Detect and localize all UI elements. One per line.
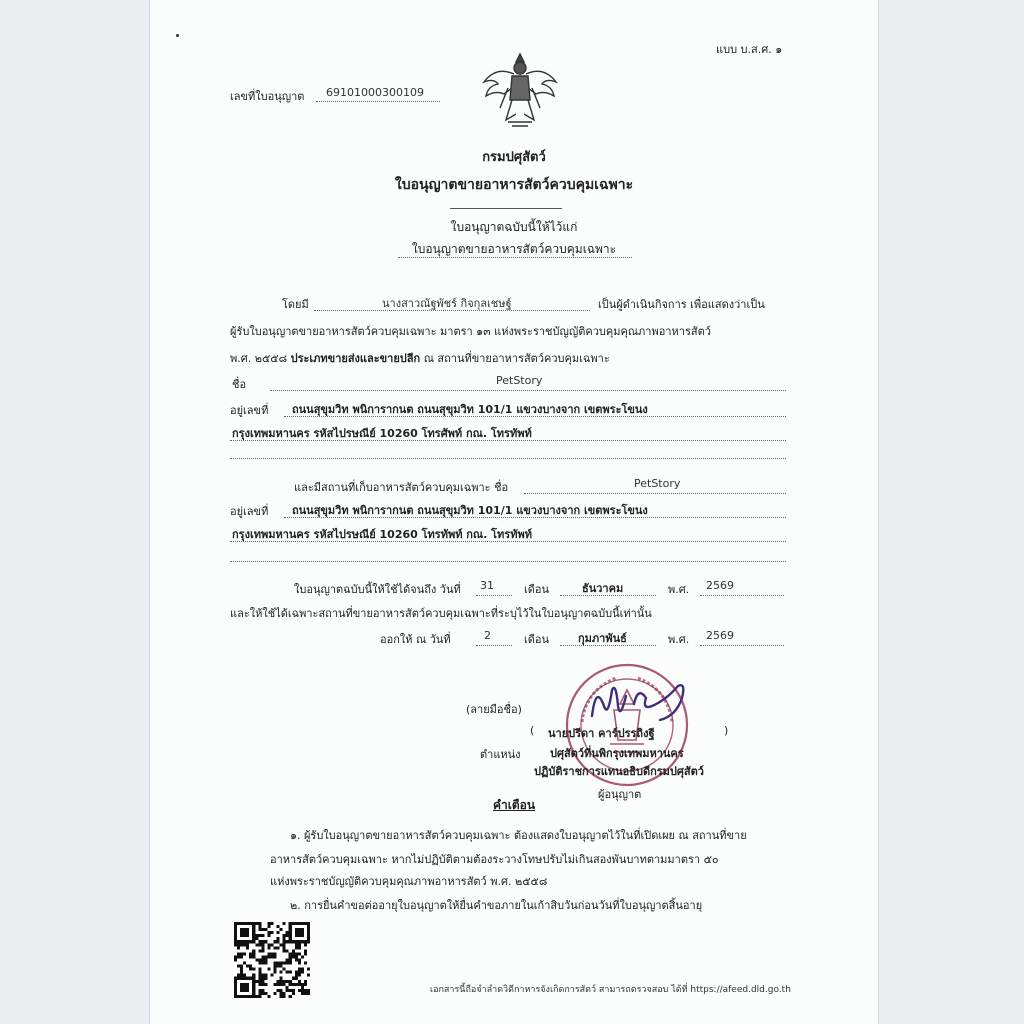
agency-name: กรมปศุสัตว์ bbox=[482, 150, 546, 165]
warning-1-line-3: แห่งพระราชบัญญัติควบคุมคุณภาพอาหารสัตว์ พ.ศ. ๒๕๕๘ bbox=[270, 875, 548, 888]
warning-1-line-1: ๑. ผู้รับใบอนุญาตขายอาหารสัตว์ควบคุมเฉพาะ ต้องแสดงใบอนุญาตไว้ในที่เปิดเผย ณ สถานที่ขาย bbox=[290, 829, 747, 842]
warning-2: ๒. การยื่นคำขอต่ออายุใบอนุญาตให้ยื่นคำขอภายในเก้าสิบวันก่อนวันที่ใบอนุญาตสิ้นอายุ bbox=[290, 899, 703, 912]
storage-address-line-1: ถนนสุขุมวิท พนิการากนต ถนนสุขุมวิท 101/1 แขวงบางจาก เขตพระโขนง bbox=[292, 504, 648, 517]
storage-address-label: อยู่เลขที่ bbox=[230, 505, 269, 518]
valid-month-label: เดือน bbox=[524, 583, 550, 596]
issued-for-type: ใบอนุญาตขายอาหารสัตว์ควบคุมเฉพาะ bbox=[411, 242, 617, 256]
issued-year-label: พ.ศ. bbox=[668, 633, 690, 646]
signature bbox=[582, 676, 702, 728]
valid-until-label: ใบอนุญาตฉบับนี้ให้ใช้ได้จนถึง วันที่ bbox=[294, 583, 461, 596]
license-document: แบบ บ.ส.ศ. ๑ เลขที่ใบอนุญาต 69101000300109 กรมปศุสัตว์ ใบอนุญาตขายอาหารสัตว์ควบคุมเฉพาะ ใบอนุญาตฉบับนี้ให้ไว้แก่ ใบอนุญาตขายอาหารสัตว์ควบคุมเฉพาะ โดยมี นางสาวณัฐพัชร์ กิจกุลเชษฐ์ เป็นผู้ดำเนินกิจการ เพื่อแสดงว่าเป็น ผู้รับใบอนุญาตขายอาหารสัตว์ควบคุมเฉพาะ มาตรา ๑๓ แห่งพระราชบัญญัติควบคุมคุณภาพอาหารสัตว์ พ.ศ. ๒๕๕๘ ประเภทขายส่งและขายปลีก ณ สถานที่ขายอาหารสัตว์ควบคุมเฉพาะ ชื่อ PetStory อยู่เลขที่ ถนนสุขุมวิท พนิการากนต ถนนสุขุมวิท 101/1 แขวงบางจาก เขตพระโขนง กรุงเทพมหานคร รหัสไปรษณีย์ 10260 โทรศัพท์ กณ. โทรทัพท์ และมีสถานที่เก็บอาหารสัตว์ควบคุมเฉพาะ ชื่อ PetStory อยู่เลขที่ ถนนสุขุมวิท พนิการากนต ถนนสุขุมวิท 101/1 แขวงบางจาก เขตพระโขนง กรุงเทพมหานคร รหัสไปรษณีย์ 10260 โทรทัพท์ กณ. โทรทัพท์ ใบอนุญาตฉบับนี้ให้ใช้ได้จนถึง วันที่ 31 เดือน ธันวาคม พ.ศ. 2569 และให้ใช้ได้เฉพาะสถานที่ขายอาหารสัตว์ควบคุมเฉพาะที่ระบุไว้ในใบอนุญาตฉบับนี้เท่านั้น ออกให้ ณ วันที่ 2 เดือน กุมภาพันธ์ พ.ศ. 2569 (ลายมือชื่อ) ( ) นายปรีดา คาร์ปรรถิงฐี ตำแหน่ง ปศุสัตว์ที่นพิกรุงเทพมหานคร ปฏิบัติราชการแทนอธิบดีกรมปศุสัตว์ ผู้อนุญาต คำเตือน ๑. ผู้รับใบอนุญาตขายอาหารสัตว์ควบคุมเฉพาะ ต้องแสดงใบอนุญาตไว้ในที่เปิดเผย ณ สถานที่ขาย อาหารสัตว์ควบคุมเฉพาะ หากไม่ปฏิบัติตามต้องระวางโทษปรับไม่เกินสองพันบาทตามมาตรา ๕๐ แห่งพระราชบัญญัติควบคุมคุณภาพอาหารสัตว์ พ.ศ. ๒๕๕๘ ๒. การยื่นคำขอต่ออายุใบอนุญาตให้ยื่นคำขอภายในเก้าสิบวันก่อนวันที่ใบอนุญาตสิ้นอายุ เอกสารนี้ถือจำลำดวิดีกาหารจังเกิดการสัตว์ สามารถตรวจสอบ ได้ที่ https://afeed.dld.go.th bbox=[150, 0, 878, 1024]
shop-name-label: ชื่อ bbox=[232, 378, 247, 391]
document-title: ใบอนุญาตขายอาหารสัตว์ควบคุมเฉพาะ bbox=[394, 177, 634, 193]
paragraph-line-2: ผู้รับใบอนุญาตขายอาหารสัตว์ควบคุมเฉพาะ มาตรา ๑๓ แห่งพระราชบัญญัติควบคุมคุณภาพอาหารสัตว์ bbox=[230, 325, 711, 338]
signer-name: นายปรีดา คาร์ปรรถิงฐี bbox=[548, 727, 655, 740]
issued-month-label: เดือน bbox=[524, 633, 550, 646]
warning-1-line-2: อาหารสัตว์ควบคุมเฉพาะ หากไม่ปฏิบัติตามต้องระวางโทษปรับไม่เกินสองพันบาทตามมาตรา ๕๐ bbox=[270, 853, 719, 866]
issued-day: 2 bbox=[484, 629, 491, 642]
storage-address-line-2: กรุงเทพมหานคร รหัสไปรษณีย์ 10260 โทรทัพท์ กณ. โทรทัพท์ bbox=[232, 528, 532, 541]
issued-month: กุมภาพันธ์ bbox=[578, 632, 627, 645]
warning-title: คำเตือน bbox=[492, 798, 536, 812]
shop-address-label: อยู่เลขที่ bbox=[230, 404, 269, 417]
garuda-emblem bbox=[478, 48, 562, 132]
shop-address-line-2: กรุงเทพมหานคร รหัสไปรษณีย์ 10260 โทรศัพท์ กณ. โทรทัพท์ bbox=[232, 427, 532, 440]
valid-day: 31 bbox=[480, 579, 494, 592]
storage-name: PetStory bbox=[634, 477, 681, 490]
issued-date-label: ออกให้ ณ วันที่ bbox=[380, 633, 451, 646]
signature-label: (ลายมือชื่อ) bbox=[466, 703, 522, 716]
footer-verification: เอกสารนี้ถือจำลำดวิดีกาหารจังเกิดการสัตว์ สามารถตรวจสอบ ได้ที่ https://afeed.dld.go.th bbox=[430, 985, 791, 995]
position-label: ตำแหน่ง bbox=[480, 748, 521, 761]
license-number-label: เลขที่ใบอนุญาต bbox=[230, 90, 305, 103]
title-divider bbox=[450, 208, 562, 209]
by-label: โดยมี bbox=[282, 298, 309, 311]
issued-for-label: ใบอนุญาตฉบับนี้ให้ไว้แก่ bbox=[450, 220, 578, 234]
license-category: ประเภทขายส่งและขายปลีก bbox=[290, 352, 421, 365]
form-code: แบบ บ.ส.ศ. ๑ bbox=[716, 43, 783, 56]
qr-code bbox=[234, 922, 310, 998]
signer-position-1: ปศุสัตว์ที่นพิกรุงเทพมหานคร bbox=[550, 747, 684, 760]
license-number: 69101000300109 bbox=[326, 86, 424, 99]
shop-address-line-1: ถนนสุขุมวิท พนิการากนต ถนนสุขุมวิท 101/1 แขวงบางจาก เขตพระโขนง bbox=[292, 403, 648, 416]
location-label: ณ สถานที่ขายอาหารสัตว์ควบคุมเฉพาะ bbox=[423, 352, 610, 365]
storage-label: และมีสถานที่เก็บอาหารสัตว์ควบคุมเฉพาะ ชื่อ bbox=[294, 481, 509, 494]
operator-text: เป็นผู้ดำเนินกิจการ เพื่อแสดงว่าเป็น bbox=[598, 298, 765, 311]
valid-year-label: พ.ศ. bbox=[668, 583, 690, 596]
licensor-label: ผู้อนุญาต bbox=[598, 788, 642, 801]
valid-scope: และให้ใช้ได้เฉพาะสถานที่ขายอาหารสัตว์ควบคุมเฉพาะที่ระบุไว้ในใบอนุญาตฉบับนี้เท่านั้น bbox=[230, 607, 652, 620]
valid-year: 2569 bbox=[706, 579, 734, 592]
valid-month: ธันวาคม bbox=[582, 582, 624, 595]
issued-year: 2569 bbox=[706, 629, 734, 642]
shop-name: PetStory bbox=[496, 374, 543, 387]
signer-position-2: ปฏิบัติราชการแทนอธิบดีกรมปศุสัตว์ bbox=[534, 765, 704, 778]
act-year: พ.ศ. ๒๕๕๘ bbox=[230, 352, 288, 365]
licensee-name: นางสาวณัฐพัชร์ กิจกุลเชษฐ์ bbox=[382, 297, 512, 310]
